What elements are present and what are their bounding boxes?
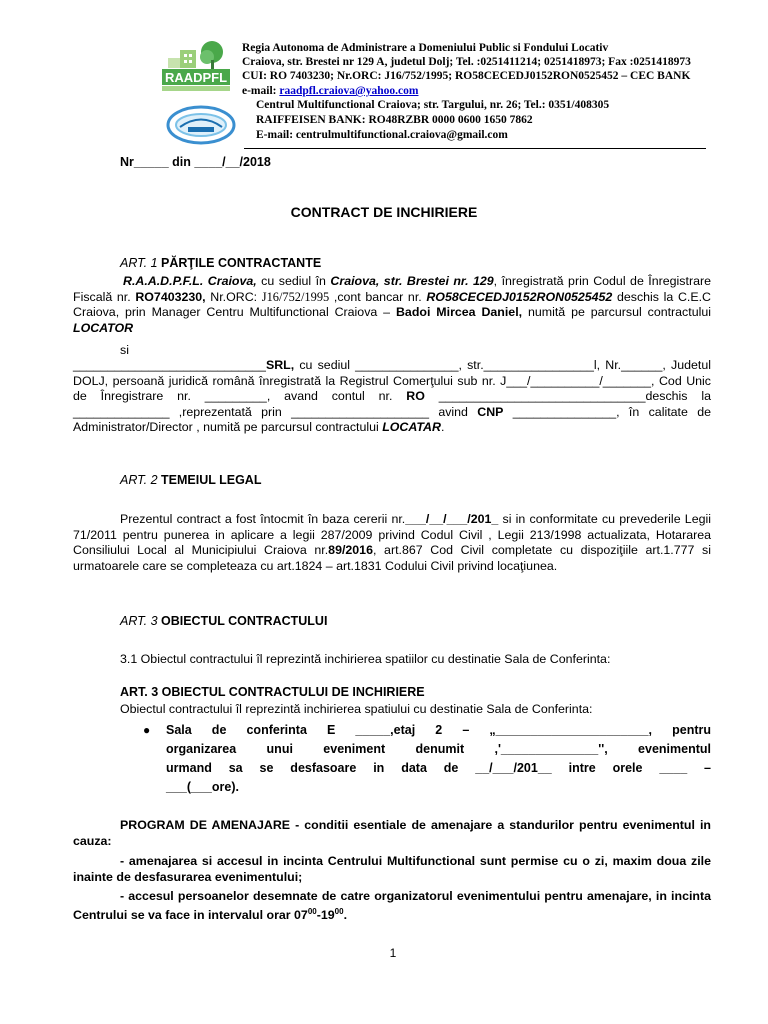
logo-text: RAADPFL [164,70,228,85]
text-span: ____________________________ [73,358,266,372]
orc-value: J16/752/1995 [261,289,330,304]
header-line-3: CUI: RO 7403230; Nr.ORC: J16/752/1995; RO58CECEDJ0152RON0525452 – CEC BANK [242,70,691,82]
program-item-1: - amenajarea si accesul in incinta Centrului Multifunctional sunt permise cu o zi, maxim doua zile inainte de desfasurarea evenimentului; [73,854,711,884]
email-link[interactable]: raadpfl.craiova@yahoo.com [279,85,419,97]
page-number: 1 [389,946,397,960]
obiect-paragraph: 3.1 Obiectul contractului îl reprezintă inchirierea spatiilor cu destinatie Sala de Conferinta: [120,652,611,666]
program-paragraph [73,817,711,849]
bullet-line-2: organizarea unui eveniment denumit ,'______________'', evenimentul [166,742,711,756]
art1-number: ART. 1 [120,256,161,270]
text-span: - accesul persoanelor desemnate de catre organizatorul evenimentului pentru amenajare, in incinta Centrului se va face in intervalul orar 07 [73,889,711,923]
text-span: cu sediul în [256,274,331,288]
locator-name: R.A.A.D.P.F.L. Craiova, [123,274,257,288]
srl-label: SRL, [265,358,295,372]
cif-value: RO7403230, [135,289,206,304]
text-span: - conditii esentiale de amenajare a standurilor pentru evenimentul in cauza: [73,818,711,848]
header-email-line [242,85,708,97]
art3-title: OBIECTUL CONTRACTULUI [161,614,328,628]
bullet-dot: ● [143,723,151,737]
text-span: Prezentul contract a fost întocmit în baza cererii nr. [120,512,406,526]
art3-number: ART. 3 [120,614,161,628]
program-item-2 [73,888,711,923]
nr-line: Nr_____ din ____/__/2018 [120,155,271,169]
text-span: cu sediul _______________, str.________________l, Nr.______, Judetul DOLJ, persoană juridică română înregistrată la Registrul Comerţului sub nr. J___/__________/_______, Cod Unic de Înregistrare nr. _________, avand contul nr. [73,358,711,403]
art2-title: TEMEIUL LEGAL [161,473,262,487]
bullet-line-4: ___(___ore). [166,780,239,794]
temei-paragraph [73,512,711,574]
cnp-label: CNP [477,404,504,419]
locatar-paragraph [73,358,711,436]
text-span: Nr.ORC: [205,289,262,304]
hcl-number: 89/2016 [328,543,373,557]
header-line-5: Centrul Multifunctional Craiova; str. Targului, nr. 26; Tel.: 0351/408305 [256,99,610,111]
art1-heading [120,256,321,270]
ro-label: RO [406,389,425,403]
art3-heading [120,614,327,628]
email-label: e-mail: [242,85,280,97]
obiect-paragraph-2: Obiectul contractului îl reprezintă inchirierea spatiului cu destinatie Sala de Conferinta: [120,702,593,716]
art3-full-heading: ART. 3 OBIECTUL CONTRACTULUI DE INCHIRIERE [120,685,425,699]
request-number: ___/__/___/201_ [405,512,499,526]
raadpfl-logo [160,38,232,94]
text-span: deschis la C.E.C Craiova, prin Manager Centru Multifunctional Craiova – [73,289,711,319]
superscript: 00 [307,907,317,916]
text-span: -19 [316,908,335,923]
text-span: numită pe parcursul contractului [522,305,711,319]
text-span: _______________, în calitate de Administrator/Director , numită pe parcursul contractului [73,404,711,434]
text-span: , art.867 Cod Civil completate cu dispoziţiile art.1.777 si urmatoarele care se completeaza cu art.1824 – art.1831 Codului Civil privind locaţiunea. [73,543,711,573]
header-line-7: E-mail: centrulmultifunctional.craiova@gmail.com [256,129,508,141]
header-line-1: Regia Autonoma de Administrare a Domeniului Public si Fondului Locativ [242,42,609,54]
header-divider [244,148,706,149]
art2-heading [120,473,261,487]
header-line-6: RAIFFEISEN BANK: RO48RZBR 0000 0600 1650 7862 [256,114,533,126]
superscript: 00 [334,907,344,916]
manager-name: Badoi Mircea Daniel, [395,305,523,319]
text-span: . [343,908,348,923]
locator-label: LOCATOR [73,320,134,335]
art2-number: ART. 2 [120,473,161,487]
text-span: si in conformitate cu prevederile Legii 71/2011 pentru punerea in aplicare a legii 287/2009 privind Codul Civil , Legii 213/1998 actualizata, Hotararea Consiliului Local al Municipiului Craiova nr. [73,512,711,557]
bullet-line-1: Sala de conferinta E _____,etaj 2 – „______________________, pentru [166,723,711,737]
text-span: ,cont bancar nr. [329,289,427,304]
bullet-line-3: urmand sa se desfasoare in data de __/___/201__ intre orele ____ – [166,761,711,775]
bank-account: RO58CECEDJ0152RON0525452 [426,289,613,304]
si-text: si [120,343,129,357]
header-line-2: Craiova, str. Brestei nr 129 A, judetul Dolj; Tel. :0251411214; 0251418973; Fax :0251418973 [242,56,691,68]
locatar-label: LOCATAR [382,420,441,434]
contract-title: CONTRACT DE INCHIRIERE [290,204,478,220]
text-span: , înregistrată prin Codul de Înregistrare Fiscală nr. [73,274,711,304]
locator-paragraph [73,274,711,336]
locator-address: Craiova, str. Brestei nr. 129 [330,274,494,288]
art1-title: PĂRŢILE CONTRACTANTE [161,256,322,270]
centru-multifunctional-logo [166,104,236,146]
text-span: ______________________________deschis la ______________ ,reprezentată prin ____________________ avind [73,389,711,419]
text-span: . [440,420,445,434]
program-title: PROGRAM DE AMENAJARE [120,818,291,832]
